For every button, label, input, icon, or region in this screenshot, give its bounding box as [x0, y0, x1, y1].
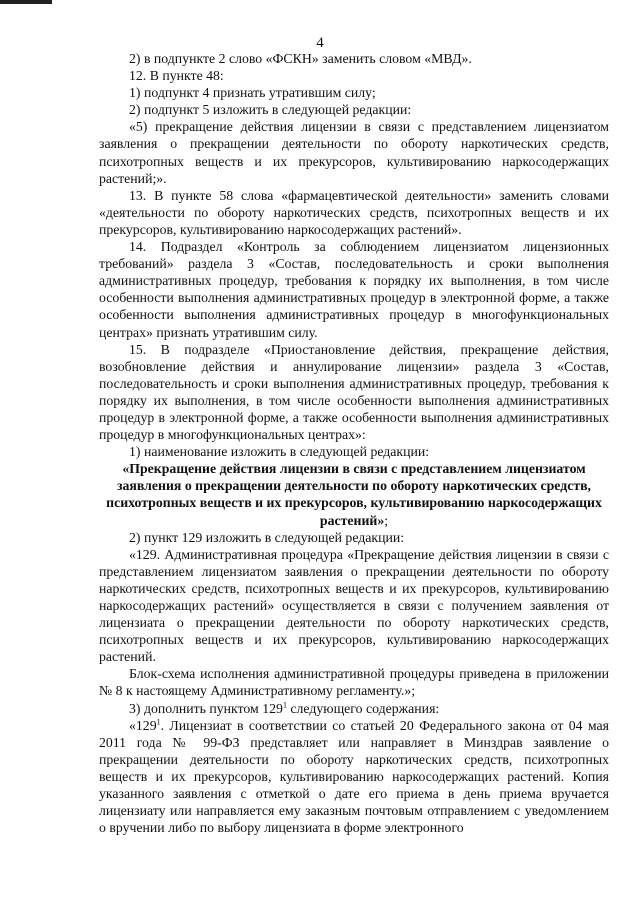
paragraph-item-15: 15. В подразделе «Приостановление действия, прекращение действия, возобновление действия и аннулирование лицензии» раздела 3 «Состав, последовательность и сроки выполнения административных процедур, требования к порядку их выполнения, в том числе особенности выполнения административных процедур в электронной форме, а также особенности выполнения административных процедур в многофункциональных центрах»: — [99, 341, 609, 443]
add-129-1-text-b: следующего содержания: — [286, 700, 440, 716]
add-129-1-text-a: 3) дополнить пунктом 129 — [129, 700, 283, 716]
quote-129-1-superscript: 1 — [156, 717, 161, 727]
paragraph-2-fskn: 2) в подпункте 2 слово «ФСКН» заменить словом «МВД». — [129, 51, 472, 66]
paragraph-block-scheme: Блок-схема исполнения административной процедуры приведена в приложении № 8 к настоящему Административному регламенту.»; — [99, 666, 609, 699]
paragraph-subitem-4: 1) подпункт 4 признать утратившим силу; — [129, 85, 376, 101]
paragraph-quote-129: «129. Административная процедура «Прекращение действия лицензии в связи с представлением лицензиатом заявления о прекращении деятельности по обороту наркотических средств, психотропных веществ и их прекурсоров, культивированию наркосодержащих растений» осуществляется в связи с получением заявления от лицензиата о прекращении деятельности по обороту наркотических средств, психотропных веществ и их прекурсоров, культивированию наркосодержащих растений. — [99, 546, 609, 665]
quote-129-1-text-b: . Лицензиат в соответствии со статьей 20 Федерального закона от 04 мая 2011 года № 99-ФЗ представляет или направляет в Минздрав заявление о прекращении деятельности по обороту наркотических средств, психотропных веществ и их прекурсоров, культивированию наркосодержащих растений. Копия указанного заявления с отметкой о дате его приема в день приема вручается лицензиату или направляется ему заказным почтовым отправлением с уведомлением о вручении либо по выбору лицензиата в форме электронного — [99, 717, 609, 836]
section-heading-text: «Прекращение действия лицензии в связи с представлением лицензиатом заявления о прекращении деятельности по обороту наркотических средств, психотропных веществ и их прекурсоров, культивированию наркосодержащих растений» — [106, 461, 602, 528]
paragraph-item-129-edit: 2) пункт 129 изложить в следующей редакции: — [129, 529, 405, 545]
section-heading — [99, 460, 609, 528]
paragraph-quote-5: «5) прекращение действия лицензии в связи с представлением лицензиатом заявления о прекращении деятельности по обороту наркотических средств, психотропных веществ и их прекурсоров, культивированию наркосодержащих растений;». — [99, 119, 609, 186]
paragraph-item-12: 12. В пункте 48: — [129, 68, 224, 84]
add-129-1-superscript: 1 — [282, 699, 287, 709]
paragraph-item-14: 14. Подраздел «Контроль за соблюдением лицензиатом лицензионных требований» раздела 3 «Состав, последовательность и сроки выполнения административных процедур, требования к порядку их выполнения, в том числе особенности выполнения административных процедур в электронной форме, а также особенности выполнения административных процедур в многофункциональных центрах» признать утратившим силу. — [99, 239, 609, 340]
paragraph-add-129-1 — [99, 700, 609, 717]
paragraph-name-edit: 1) наименование изложить в следующей редакции: — [129, 444, 430, 460]
paragraph-subitem-5: 2) подпункт 5 изложить в следующей редакции: — [129, 102, 412, 118]
paragraph-item-13: 13. В пункте 58 слова «фармацевтической деятельности» заменить словами «деятельности по обороту наркотических средств, психотропных веществ и их прекурсоров, культивированию наркосодержащих растений». — [99, 187, 609, 237]
page-number: 4 — [316, 35, 324, 51]
section-heading-tail: ; — [384, 512, 389, 528]
paragraph-quote-129-1 — [99, 717, 609, 837]
scan-corner-mark — [0, 0, 52, 4]
document-body — [99, 50, 609, 836]
quote-129-1-text-a: «129 — [129, 717, 157, 733]
